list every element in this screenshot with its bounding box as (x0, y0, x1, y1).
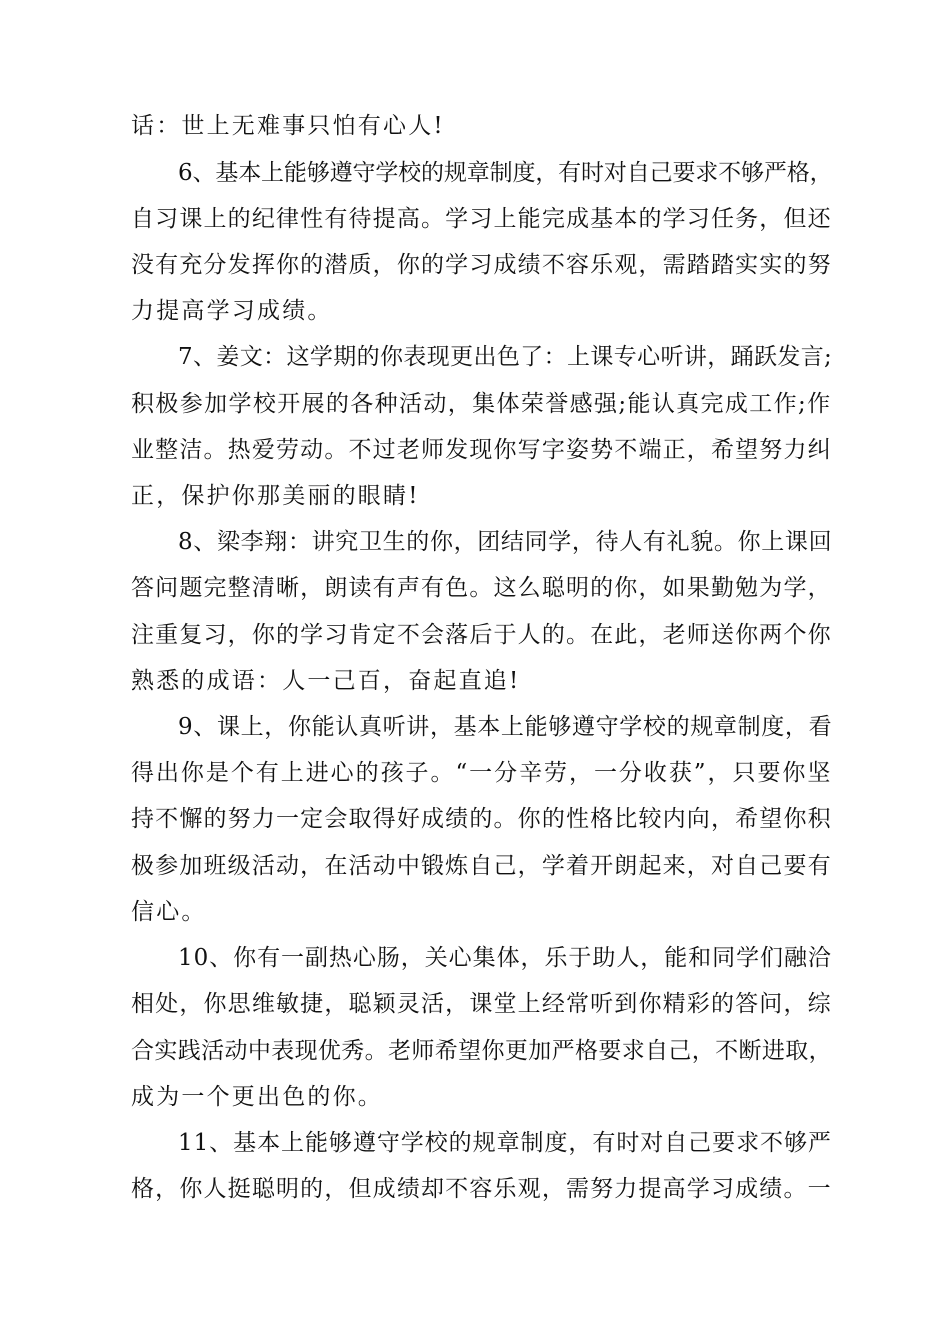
text-line: 极参加班级活动，在活动中锻炼自己，学着开朗起来，对自己要有 (131, 853, 832, 879)
text-line: 答问题完整清晰，朗读有声有色。这么聪明的你，如果勤勉为学， (131, 575, 832, 601)
text-line: 相处，你思维敏捷，聪颖灵活，课堂上经常听到你精彩的答问，综 (131, 991, 832, 1017)
text-line: 没有充分发挥你的潜质，你的学习成绩不容乐观，需踏踏实实的努 (131, 252, 832, 278)
paragraph-8-line: 8、梁李翔：讲究卫生的你，团结同学，待人有礼貌。你上课回 (178, 529, 833, 555)
text-line: 注重复习，你的学习肯定不会落后于人的。在此，老师送你两个你 (131, 622, 832, 648)
text-line: 信心。 (131, 899, 207, 925)
text-line: 持不懈的努力一定会取得好成绩的。你的性格比较内向，希望你积 (131, 806, 832, 832)
paragraph-10-line: 10、你有一副热心肠，关心集体，乐于助人，能和同学们融洽 (178, 945, 832, 971)
text-line: 力提高学习成绩。 (131, 298, 333, 324)
text-line: 合实践活动中表现优秀。老师希望你更加严格要求自己，不断进取， (131, 1038, 832, 1064)
paragraph-11-line: 11、基本上能够遵守学校的规章制度，有时对自己要求不够严 (178, 1130, 832, 1156)
text-line: 业整洁。热爱劳动。不过老师发现你写字姿势不端正，希望努力纠 (131, 437, 832, 463)
paragraph-6-line: 6、基本上能够遵守学校的规章制度，有时对自己要求不够严格， (178, 160, 833, 186)
text-line: 成为一个更出色的你。 (131, 1084, 383, 1110)
text-line: 自习课上的纪律性有待提高。学习上能完成基本的学习任务，但还 (131, 206, 832, 232)
text-line: 熟悉的成语：人一己百，奋起直追! (131, 668, 521, 694)
text-line: 话：世上无难事只怕有心人! (131, 113, 445, 139)
text-line: 格，你人挺聪明的，但成绩却不容乐观，需努力提高学习成绩。一 (131, 1176, 832, 1202)
text-line: 正，保护你那美丽的眼睛! (131, 483, 420, 509)
paragraph-9-line: 9、课上，你能认真听讲，基本上能够遵守学校的规章制度，看 (178, 714, 833, 740)
text-line: 得出你是个有上进心的孩子。“一分辛劳，一分收获”，只要你坚 (131, 760, 833, 786)
text-line: 积极参加学校开展的各种活动，集体荣誉感强;能认真完成工作;作 (131, 391, 832, 417)
paragraph-7-line: 7、姜文：这学期的你表现更出色了：上课专心听讲，踊跃发言; (178, 344, 833, 370)
